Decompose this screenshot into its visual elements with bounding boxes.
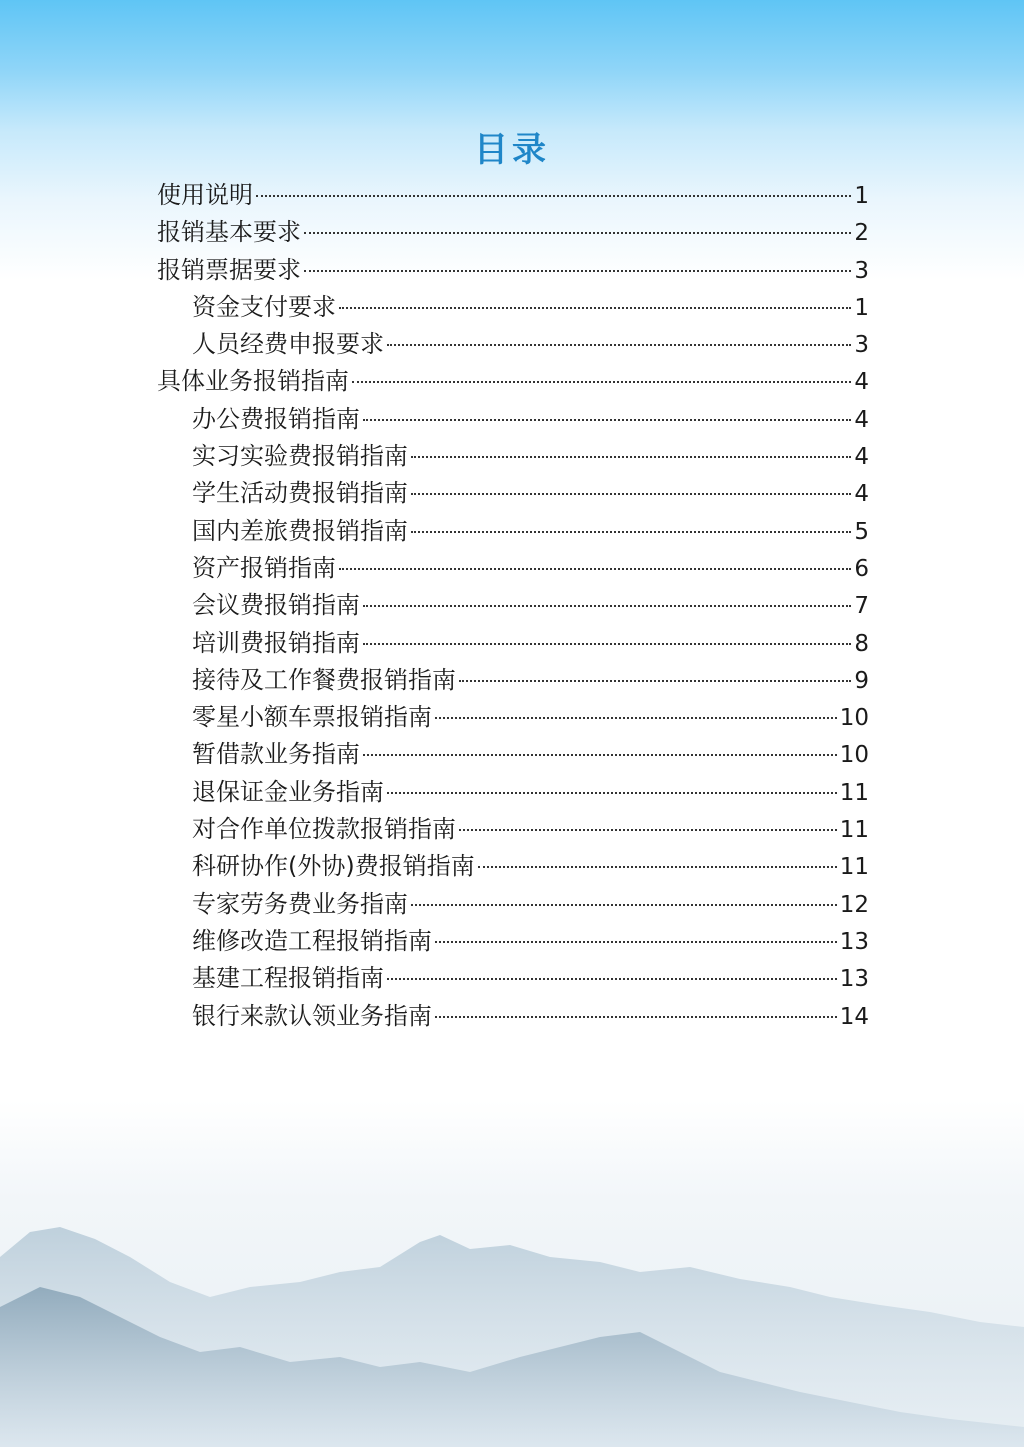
toc-entry-page-number: 4 [854, 406, 869, 433]
toc-entry-page-number: 11 [839, 817, 869, 844]
toc-dot-leader [411, 904, 837, 906]
toc-entry[interactable] [157, 774, 869, 811]
toc-dot-leader [387, 344, 851, 346]
table-of-contents [157, 177, 869, 1035]
toc-entry[interactable] [157, 998, 869, 1035]
toc-entry-page-number: 1 [854, 294, 869, 321]
toc-entry-page-number: 4 [854, 444, 869, 471]
toc-entry-label: 对合作单位拨款报销指南 [192, 815, 456, 844]
toc-entry-label: 银行来款认领业务指南 [192, 1001, 432, 1030]
toc-entry[interactable] [157, 886, 869, 923]
toc-entry-page-number: 5 [854, 518, 869, 545]
toc-entry[interactable] [157, 699, 869, 736]
toc-entry[interactable] [157, 214, 869, 251]
toc-dot-leader [435, 1016, 837, 1018]
toc-entry-label: 国内差旅费报销指南 [192, 516, 408, 545]
toc-entry[interactable] [157, 550, 869, 587]
toc-entry-page-number: 13 [839, 928, 869, 955]
toc-entry-label: 实习实验费报销指南 [192, 442, 408, 471]
toc-entry-label: 专家劳务费业务指南 [192, 889, 408, 918]
toc-entry-label: 退保证金业务指南 [192, 777, 384, 806]
toc-entry-label: 办公费报销指南 [192, 404, 360, 433]
toc-entry-page-number: 6 [854, 555, 869, 582]
toc-dot-leader [411, 531, 851, 533]
toc-entry-page-number: 11 [839, 779, 869, 806]
toc-entry[interactable] [157, 848, 869, 885]
toc-entry-label: 人员经费申报要求 [192, 330, 384, 359]
toc-dot-leader [339, 307, 851, 309]
toc-entry[interactable] [157, 923, 869, 960]
toc-entry[interactable] [157, 438, 869, 475]
toc-entry-page-number: 10 [839, 742, 869, 769]
toc-entry-page-number: 13 [839, 966, 869, 993]
toc-entry-page-number: 11 [839, 854, 869, 881]
mountain-backdrop [0, 1187, 1024, 1447]
toc-dot-leader [363, 643, 851, 645]
toc-entry-page-number: 10 [839, 705, 869, 732]
toc-entry-label: 资产报销指南 [192, 553, 336, 582]
toc-dot-leader [304, 232, 851, 234]
toc-dot-leader [459, 680, 851, 682]
toc-entry-label: 报销票据要求 [157, 255, 301, 284]
toc-entry-page-number: 4 [854, 481, 869, 508]
toc-entry-label: 零星小额车票报销指南 [192, 703, 432, 732]
toc-dot-leader [387, 792, 837, 794]
toc-dot-leader [411, 456, 851, 458]
page-title: 目录 [474, 130, 550, 170]
toc-entry-page-number: 9 [854, 667, 869, 694]
toc-entry-page-number: 8 [854, 630, 869, 657]
toc-entry[interactable] [157, 475, 869, 512]
toc-entry-label: 资金支付要求 [192, 292, 336, 321]
toc-entry-page-number: 12 [839, 891, 869, 918]
toc-entry-label: 维修改造工程报销指南 [192, 926, 432, 955]
toc-entry[interactable] [157, 625, 869, 662]
toc-entry-label: 使用说明 [157, 181, 253, 209]
toc-dot-leader [363, 754, 837, 756]
toc-entry-label: 培训费报销指南 [192, 628, 360, 657]
toc-entry[interactable] [157, 960, 869, 997]
toc-entry-page-number: 7 [854, 593, 869, 620]
toc-entry[interactable] [157, 252, 869, 289]
toc-dot-leader [459, 829, 837, 831]
toc-entry-label: 暂借款业务指南 [192, 740, 360, 769]
toc-entry-page-number: 2 [854, 220, 869, 247]
toc-entry-page-number: 3 [854, 332, 869, 359]
toc-dot-leader [256, 195, 851, 197]
toc-entry-label: 科研协作(外协)费报销指南 [192, 852, 475, 881]
toc-dot-leader [363, 419, 851, 421]
toc-entry-page-number: 1 [854, 183, 869, 209]
toc-dot-leader [478, 866, 837, 868]
toc-dot-leader [352, 381, 851, 383]
toc-entry-label: 学生活动费报销指南 [192, 479, 408, 508]
toc-entry[interactable] [157, 662, 869, 699]
toc-dot-leader [411, 493, 851, 495]
toc-entry[interactable] [157, 177, 869, 214]
toc-entry-page-number: 14 [839, 1003, 869, 1030]
toc-entry-page-number: 3 [854, 257, 869, 284]
toc-entry[interactable] [157, 289, 869, 326]
toc-entry-label: 会议费报销指南 [192, 591, 360, 620]
toc-dot-leader [435, 717, 837, 719]
toc-entry[interactable] [157, 587, 869, 624]
toc-dot-leader [339, 568, 851, 570]
toc-entry[interactable] [157, 513, 869, 550]
toc-entry-label: 基建工程报销指南 [192, 964, 384, 993]
toc-entry[interactable] [157, 736, 869, 773]
toc-dot-leader [363, 605, 851, 607]
toc-entry[interactable] [157, 326, 869, 363]
toc-entry-page-number: 4 [854, 369, 869, 396]
toc-dot-leader [435, 941, 837, 943]
toc-entry-label: 报销基本要求 [157, 218, 301, 247]
toc-entry-label: 具体业务报销指南 [157, 367, 349, 396]
toc-entry[interactable] [157, 401, 869, 438]
toc-dot-leader [387, 978, 837, 980]
toc-dot-leader [304, 270, 851, 272]
toc-entry[interactable] [157, 811, 869, 848]
toc-entry-label: 接待及工作餐费报销指南 [192, 665, 456, 694]
toc-entry[interactable] [157, 363, 869, 400]
